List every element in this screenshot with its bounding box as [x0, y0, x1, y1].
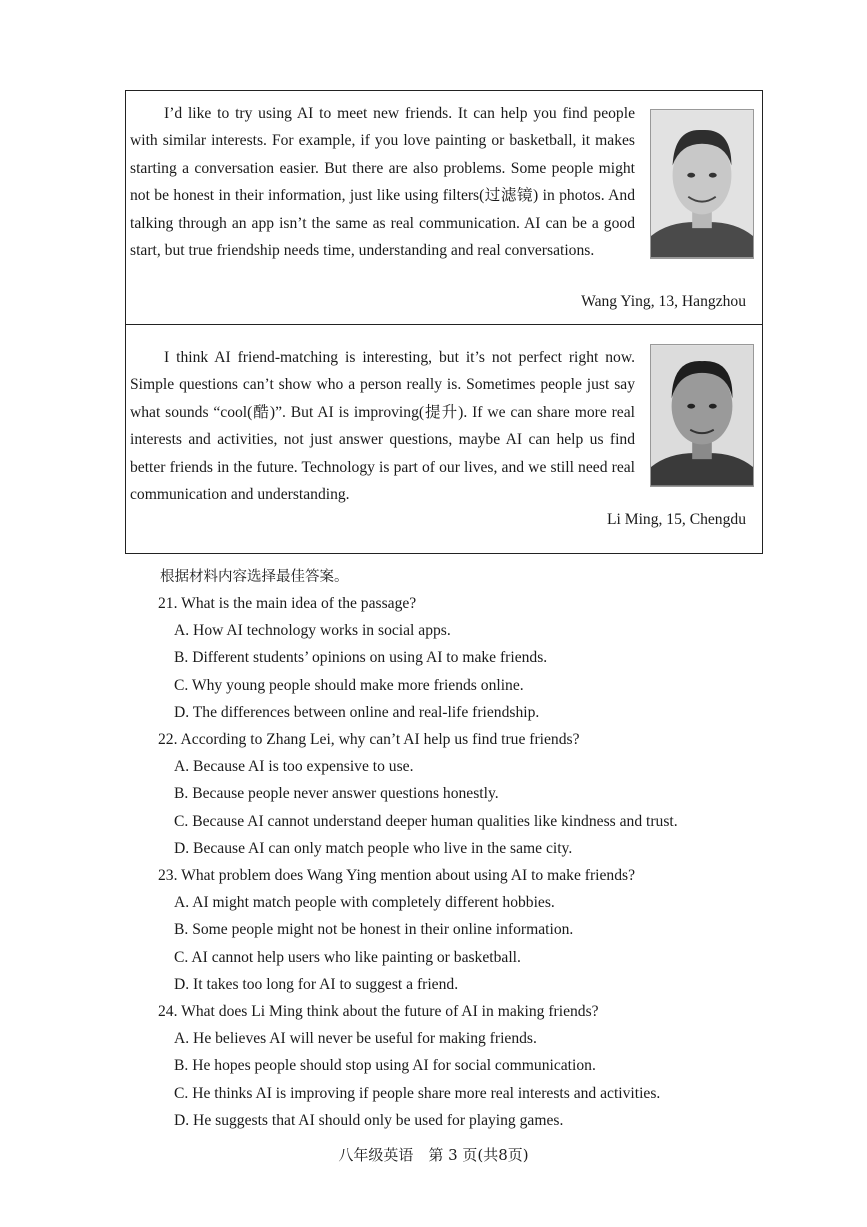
- wang-ying-signature: Wang Ying, 13, Hangzhou: [581, 293, 746, 310]
- question-24-option-b[interactable]: B. He hopes people should stop using AI for social communication.: [174, 1057, 596, 1075]
- question-23-option-b[interactable]: B. Some people might not be honest in their online information.: [174, 921, 574, 939]
- question-22-option-b[interactable]: B. Because people never answer questions honestly.: [174, 785, 499, 803]
- question-21-option-a[interactable]: A. How AI technology works in social apps.: [174, 622, 451, 640]
- question-21-option-d[interactable]: D. The differences between online and real-life friendship.: [174, 703, 540, 721]
- wang-ying-passage-box: [125, 90, 763, 325]
- wang-ying-photo: [650, 109, 754, 259]
- li-ming-passage-box: [125, 325, 763, 554]
- instruction-text: 根据材料内容选择最佳答案。: [160, 569, 349, 585]
- wang-ying-passage-text: I’d like to try using AI to meet new friends. It can help you find people with similar interests. For example, if you love painting or basketball, it makes starting a conversation easier. But there are also problems. Some people might not be honest in their information, just like using filters(过滤镜) in photos. And talking through an app isn’t the same as real communication. AI can be a good start, but true friendship needs time, understanding and real conversations.: [130, 105, 635, 260]
- question-list: [158, 590, 738, 1134]
- question-23-option-a[interactable]: A. AI might match people with completely different hobbies.: [174, 894, 555, 912]
- question-22-option-c[interactable]: C. Because AI cannot understand deeper human qualities like kindness and trust.: [174, 812, 678, 830]
- question-23-stem: 23. What problem does Wang Ying mention about using AI to make friends?: [158, 867, 636, 885]
- li-ming-portrait: [651, 345, 753, 486]
- question-24-option-c[interactable]: C. He thinks AI is improving if people share more real interests and activities.: [174, 1084, 661, 1102]
- question-24-option-a[interactable]: A. He believes AI will never be useful for making friends.: [174, 1030, 537, 1048]
- question-22-option-d[interactable]: D. Because AI can only match people who live in the same city.: [174, 839, 573, 857]
- li-ming-signature: Li Ming, 15, Chengdu: [606, 511, 746, 528]
- question-21-stem: 21. What is the main idea of the passage?: [158, 595, 417, 612]
- wang-ying-portrait: [651, 110, 753, 258]
- question-22-stem: 22. According to Zhang Lei, why can’t AI help us find true friends?: [158, 731, 580, 749]
- question-22-option-a[interactable]: A. Because AI is too expensive to use.: [174, 758, 414, 776]
- question-24-stem: 24. What does Li Ming think about the future of AI in making friends?: [158, 1003, 599, 1021]
- question-24-option-d[interactable]: D. He suggests that AI should only be used for playing games.: [174, 1111, 564, 1129]
- question-23-option-d[interactable]: D. It takes too long for AI to suggest a friend.: [174, 975, 459, 993]
- question-21-option-b[interactable]: B. Different students’ opinions on using AI to make friends.: [174, 649, 548, 667]
- question-23-option-c[interactable]: C. AI cannot help users who like painting or basketball.: [174, 948, 521, 966]
- question-21-option-c[interactable]: C. Why young people should make more friends online.: [174, 676, 524, 694]
- li-ming-photo: [650, 344, 754, 487]
- page-footer: 八年级英语 第 3 页(共8页): [338, 1146, 529, 1164]
- li-ming-passage-text: I think AI friend-matching is interesting, but it’s not perfect right now. Simple questions can’t show who a person really is. Sometimes people just say what sounds “cool(酷)”. But AI is improving(提升). If we can share more real interests and activities, not just answer questions, maybe AI can help us find better friends in the future. Technology is part of our lives, and we still need real communication and understanding.: [130, 349, 635, 504]
